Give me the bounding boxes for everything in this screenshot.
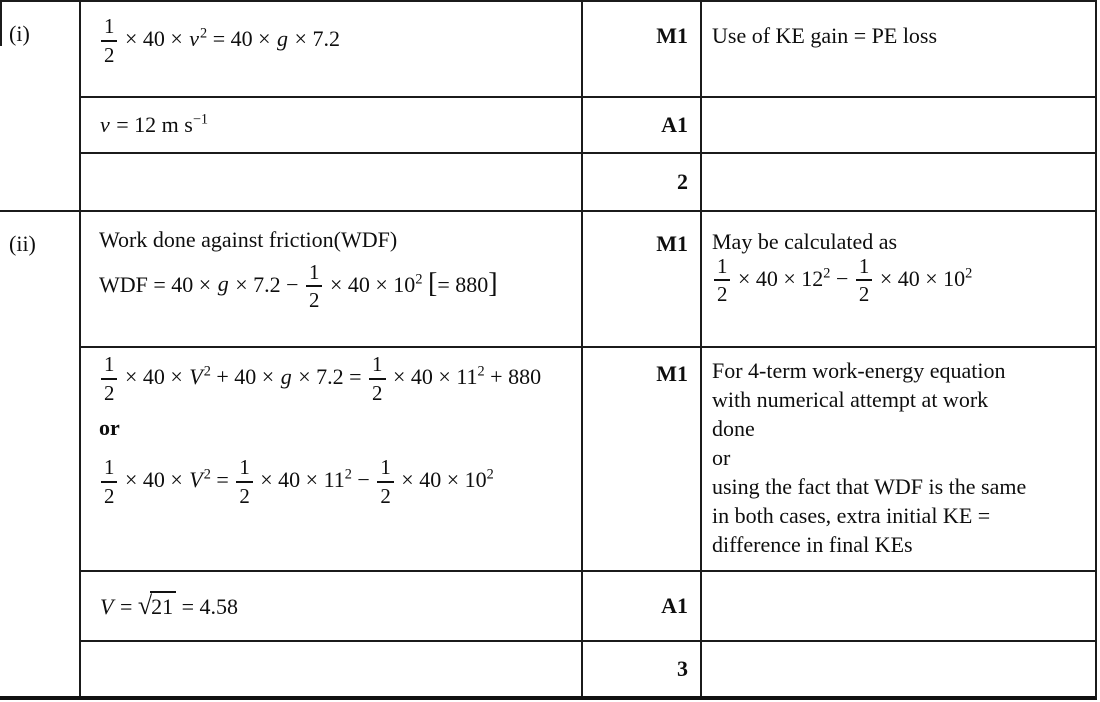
part-cell-i [0, 2, 81, 212]
equation-v-sqrt: V = √21 = 4.58 [100, 590, 239, 620]
comment-equation-ke-diff: $\frac{1}{2}$ × $40 \times 12^2$ − $\frac{1}{2}$ × $40 \times 10^2$ [712, 256, 1091, 306]
mark-label: M1 [656, 23, 688, 48]
total-marks-ii: 3 [677, 656, 688, 682]
equation-v-result: v = 12 m $s^{-1}$ [100, 111, 209, 138]
comment-cell-i-1 [702, 2, 1095, 98]
working-cell-ii-2 [81, 348, 583, 572]
total-marks-i: 2 [677, 169, 688, 195]
comment-text: Use of KE gain = PE loss [712, 23, 938, 48]
mark-cell-i-1 [583, 2, 702, 98]
comment-text: May be calculated as [712, 229, 898, 254]
mark-label: A1 [661, 593, 688, 619]
equation-ke-pe: $\frac{1}{2}$ × $40 \times v^2 = 40 \times g \times 7.2$ [99, 16, 575, 66]
working-text-wdf: Work done against friction(WDF) [99, 227, 398, 252]
working-cell-i-2 [81, 98, 583, 154]
equation-work-energy-2: $\frac{1}{2}$ × $40 \times V^2$ = $\frac{1}{2}$ × $40 \times 11^2$ − $\frac{1}{2}$ × $40 \times 10^2$ [99, 457, 575, 507]
part-cell-ii [0, 212, 81, 696]
working-cell-i-1 [81, 2, 583, 98]
comment-lines: For 4-term work-energy equation with numerical attempt at work done or using the fact that WDF is the same in both cases, extra initial KE = difference in final KEs [712, 358, 1027, 557]
working-cell-ii-3 [81, 572, 583, 642]
mark-cell-ii-2 [583, 348, 702, 572]
comment-cell-ii-2 [702, 348, 1095, 572]
mark-cell-i-total [583, 154, 702, 212]
equation-wdf: WDF = 40 × g × 7.2 − $\frac{1}{2}$ × $40 \times 10^2$ [= 880] [99, 259, 498, 313]
mark-cell-i-2 [583, 98, 702, 154]
mark-label: A1 [661, 112, 688, 138]
working-cell-i-total [81, 154, 583, 212]
working-cell-ii-1 [81, 212, 583, 348]
mark-cell-ii-1 [583, 212, 702, 348]
mark-label: M1 [656, 361, 688, 386]
part-label-i: (i) [9, 21, 30, 46]
mark-cell-ii-total [583, 642, 702, 696]
equation-work-energy-1: $\frac{1}{2}$ × $40 \times V^2 + 40 \times g \times 7.2$ = $\frac{1}{2}$ × $40 \times 11^2 + 880$ [99, 354, 575, 404]
part-label-ii: (ii) [9, 231, 36, 256]
comment-cell-i-2 [702, 98, 1095, 154]
mark-label: M1 [656, 231, 688, 256]
comment-cell-ii-1 [702, 212, 1095, 348]
working-cell-ii-total [81, 642, 583, 696]
comment-cell-ii-total [702, 642, 1095, 696]
comment-cell-i-total [702, 154, 1095, 212]
or-label: or [99, 414, 120, 440]
mark-cell-ii-3 [583, 572, 702, 642]
comment-cell-ii-3 [702, 572, 1095, 642]
